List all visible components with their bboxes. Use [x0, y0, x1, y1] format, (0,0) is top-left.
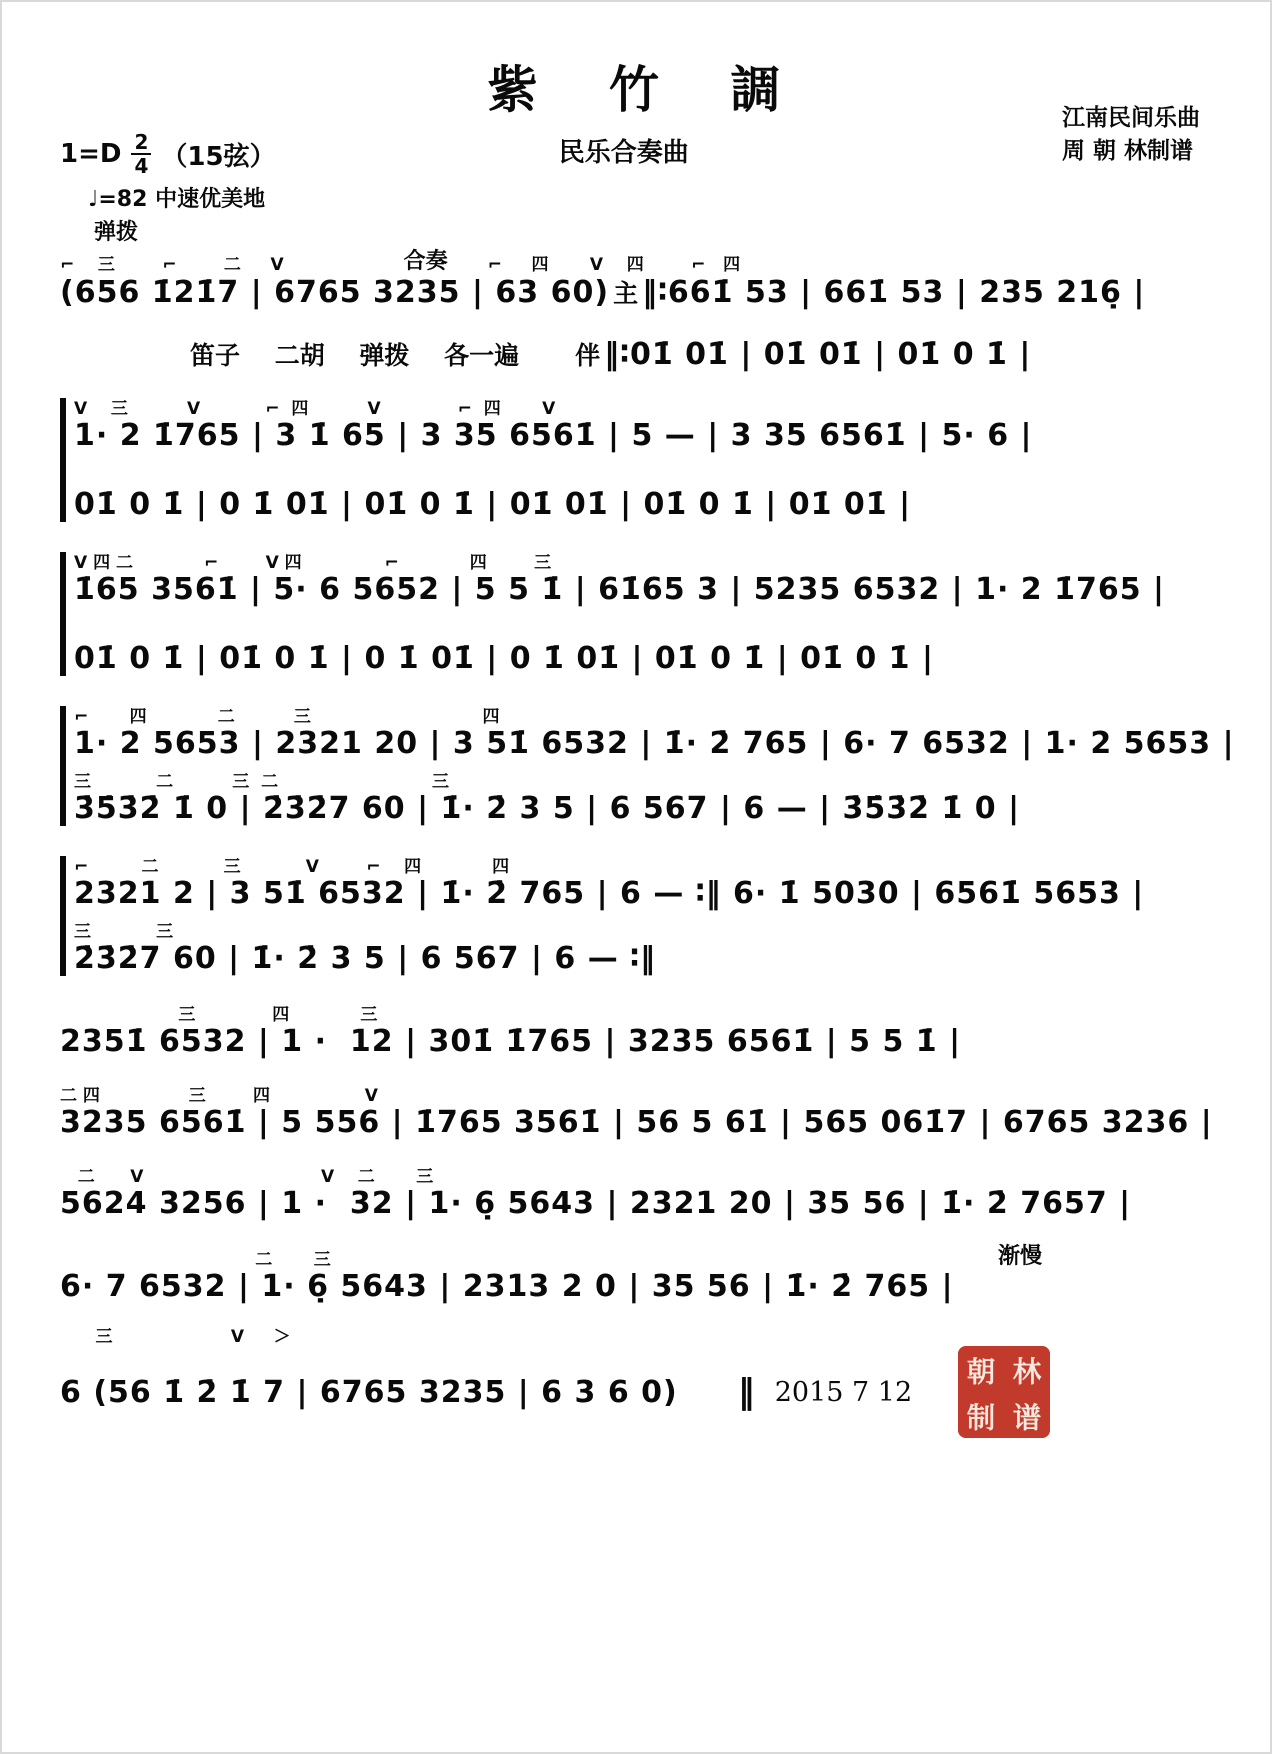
system-6: [60, 1004, 1212, 1059]
ornament-marks: ⌐ 四 V 四 ⌐ 四: [487, 254, 741, 275]
system-9: [60, 1245, 1212, 1304]
notation-voice1: 1· 2 5653 | 2321 20 | 3 51̇ 6532 | 1̇· 2̇ 765 | 6· 7 6532 | 1· 2 5653 |: [74, 726, 1235, 762]
notation-accompaniment: 01̇ 0 1̇ | 0 1̇ 01̇ | 01̇ 0 1̇ | 01̇ 01̇ | 01̇ 0 1̇ | 01̇ 01̇ |: [74, 487, 912, 523]
score-subtitle: 民乐合奏曲: [558, 138, 689, 168]
notation-voice1: 2321 2 | 3 51̇ 6532 | 1̇· 2̇ 765 | 6 — ∶‖ 6· 1̇ 5030 | 6561̇ 5653 |: [74, 876, 1145, 912]
notation-intro: (656 1̇21̇7 | 6765 3235 | 63 60): [60, 275, 610, 311]
arranger-seal: [958, 1346, 1050, 1438]
seal-character: 朝: [966, 1356, 996, 1390]
system-7-line: [60, 1105, 1212, 1140]
page-title: 紫 竹 調: [487, 60, 785, 119]
ornament-marks: V 四 二 ⌐ V 四 ⌐ 四 三: [74, 552, 552, 573]
seal-character: 谱: [1012, 1402, 1042, 1436]
strings-note: （15弦）: [161, 141, 276, 172]
system-4: [60, 706, 1235, 827]
ornament-marks: 三 三: [74, 921, 174, 942]
ensemble-label: 合奏: [403, 249, 448, 274]
accomp-voice-label: 伴: [575, 341, 601, 371]
system-6-line: [60, 1024, 1212, 1059]
tempo-mark: ♩=82: [88, 187, 148, 212]
system-2-marks: [74, 398, 1212, 418]
system-4-voice2: [74, 791, 1212, 826]
credits-block: [1062, 102, 1200, 169]
time-signature-denominator: 4: [134, 154, 149, 178]
system-3: [60, 552, 1212, 676]
system-4-marks-voice2: [74, 771, 1212, 791]
system-9-marks: [60, 1245, 1212, 1269]
ornament-marks: 三 四 三: [60, 1004, 378, 1025]
ornament-marks: ⌐ 三 ⌐ 二 V: [60, 254, 284, 275]
system-2-melody: [74, 418, 1212, 453]
ornament-marks: 二 V V 二 三: [60, 1166, 434, 1187]
system-1: [60, 250, 1212, 372]
system-4-marks-voice1: [74, 706, 1212, 726]
system-3-marks: [74, 552, 1212, 572]
notation-melody: ‖∶661̇ 53 | 661̇ 53 | 235 216̣ |: [642, 275, 1146, 311]
system-7: [60, 1085, 1212, 1140]
notation-voice2: 3̇5̇3̇2̇ 1̇ 0 | 2̇3̇2̇7 60 | 1̇· 2̇ 3 5 | 6 567 | 6 — | 3̇5̇3̇2̇ 1̇ 0 |: [74, 791, 1021, 827]
notation-accompaniment: ‖∶01̇ 01̇ | 01̇ 01̇ | 01̇ 0 1̇ |: [604, 337, 1032, 373]
system-10: [60, 1326, 1212, 1438]
credit-source: 江南民间乐曲: [1062, 105, 1200, 131]
spacer: [74, 607, 1212, 641]
system-10-marks: [60, 1326, 1212, 1346]
seal-character: 林: [1012, 1356, 1042, 1390]
ornament-marks: 三 二 三 二 三: [74, 771, 450, 792]
system-1-marks: [60, 250, 1212, 274]
system-1-accomp: [60, 336, 1212, 372]
notation-line: 3235 6561̇ | 5 556 | 1̇765 3561̇ | 56 5 61̇ | 565 061̇7 | 6765 3236 |: [60, 1105, 1213, 1141]
system-3-melody: [74, 572, 1212, 607]
system-7-marks: [60, 1085, 1212, 1105]
lead-voice-label: 主: [613, 279, 639, 309]
notation-line: 5624 3256 | 1 · 32 | 1· 6̣ 5643 | 2321 20 | 35 56 | 1̇· 2̇ 7657 |: [60, 1186, 1132, 1222]
notation-line: 6· 7 6532 | 1· 6̣ 5643 | 2313 2 0 | 35 56 | 1̇· 2̇ 765 |: [60, 1269, 954, 1305]
system-2-accomp: [74, 487, 1212, 522]
system-5-marks-voice1: [74, 856, 1212, 876]
instrument-instruction: 笛子 二胡 弹拨 各一遍: [190, 341, 520, 371]
system-2: [60, 398, 1212, 522]
time-signature-numerator: 2: [131, 132, 151, 155]
ornament-marks: 二 四 三 四 V: [60, 1085, 378, 1106]
system-8: [60, 1166, 1212, 1221]
ornament-marks: V 三 V ⌐ 四 V ⌐ 四 V: [74, 398, 556, 419]
seal-character: 制: [966, 1402, 996, 1436]
notation-melody: 1· 2 1̇765 | 3 1̇ 65 | 3 35 6561̇ | 5 — | 3 35 6561̇ | 5· 6 |: [74, 418, 1033, 454]
system-4-voice1: [74, 726, 1235, 762]
notation-melody: 1̇65 3561̇ | 5· 6 5652 | 5 5 1̇ | 61̇65 3 | 5235 6532 | 1· 2 1̇765 |: [74, 572, 1166, 608]
key-signature-block: [60, 132, 276, 176]
system-5: [60, 856, 1212, 976]
system-5-voice1: [74, 876, 1212, 911]
system-1-melody: [60, 274, 1212, 310]
notation-voice2: 2̇3̇2̇7 60 | 1̇· 2̇ 3 5 | 6 567 | 6 — ∶‖: [74, 941, 656, 977]
credit-arranger: 周 朝 林制谱: [1062, 138, 1194, 165]
tempo-row: [60, 182, 1212, 213]
part-label: 弹拨: [94, 220, 139, 245]
system-3-accomp: [74, 641, 1212, 676]
final-barline: ‖: [737, 1372, 755, 1413]
ornament-marks: ⌐ 四 二 三 四: [74, 706, 500, 727]
tempo-text: 中速优美地: [155, 187, 266, 212]
subhead-row: [60, 132, 1212, 176]
time-signature: [131, 132, 151, 176]
tempo-change-label: 渐慢: [997, 1244, 1042, 1270]
system-5-marks-voice2: [74, 921, 1212, 941]
spacer: [60, 310, 1212, 336]
ornament-marks: 三 V ＞: [60, 1326, 291, 1347]
system-8-line: [60, 1186, 1212, 1221]
system-8-marks: [60, 1166, 1212, 1186]
date-text: 2015 7 12: [774, 1376, 913, 1408]
notation-line: 6 (56 1̇ 2̇ 1̇ 7 | 6765 3235 | 6 3 6 0): [60, 1374, 678, 1410]
ornament-marks: ⌐ 二 三 V ⌐ 四 四: [74, 856, 510, 877]
system-10-line: [60, 1346, 1212, 1438]
notation-line: 2351̇ 6532 | 1 · 12 | 301̇ 1̇765 | 3235 6561̇ | 5 5 1̇ |: [60, 1024, 962, 1060]
notation-accompaniment: 01̇ 0 1̇ | 01̇ 0 1̇ | 0 1̇ 01̇ | 0 1̇ 01̇ | 01̇ 0 1̇ | 01̇ 0 1̇ |: [74, 641, 934, 677]
ornament-marks: 二 三: [60, 1249, 331, 1270]
score-page: [2, 2, 1270, 1752]
system-9-line: [60, 1269, 1212, 1304]
system-6-marks: [60, 1004, 1212, 1024]
key-signature: 1=D: [60, 139, 122, 169]
spacer: [74, 453, 1212, 487]
system-5-voice2: [74, 941, 1212, 976]
